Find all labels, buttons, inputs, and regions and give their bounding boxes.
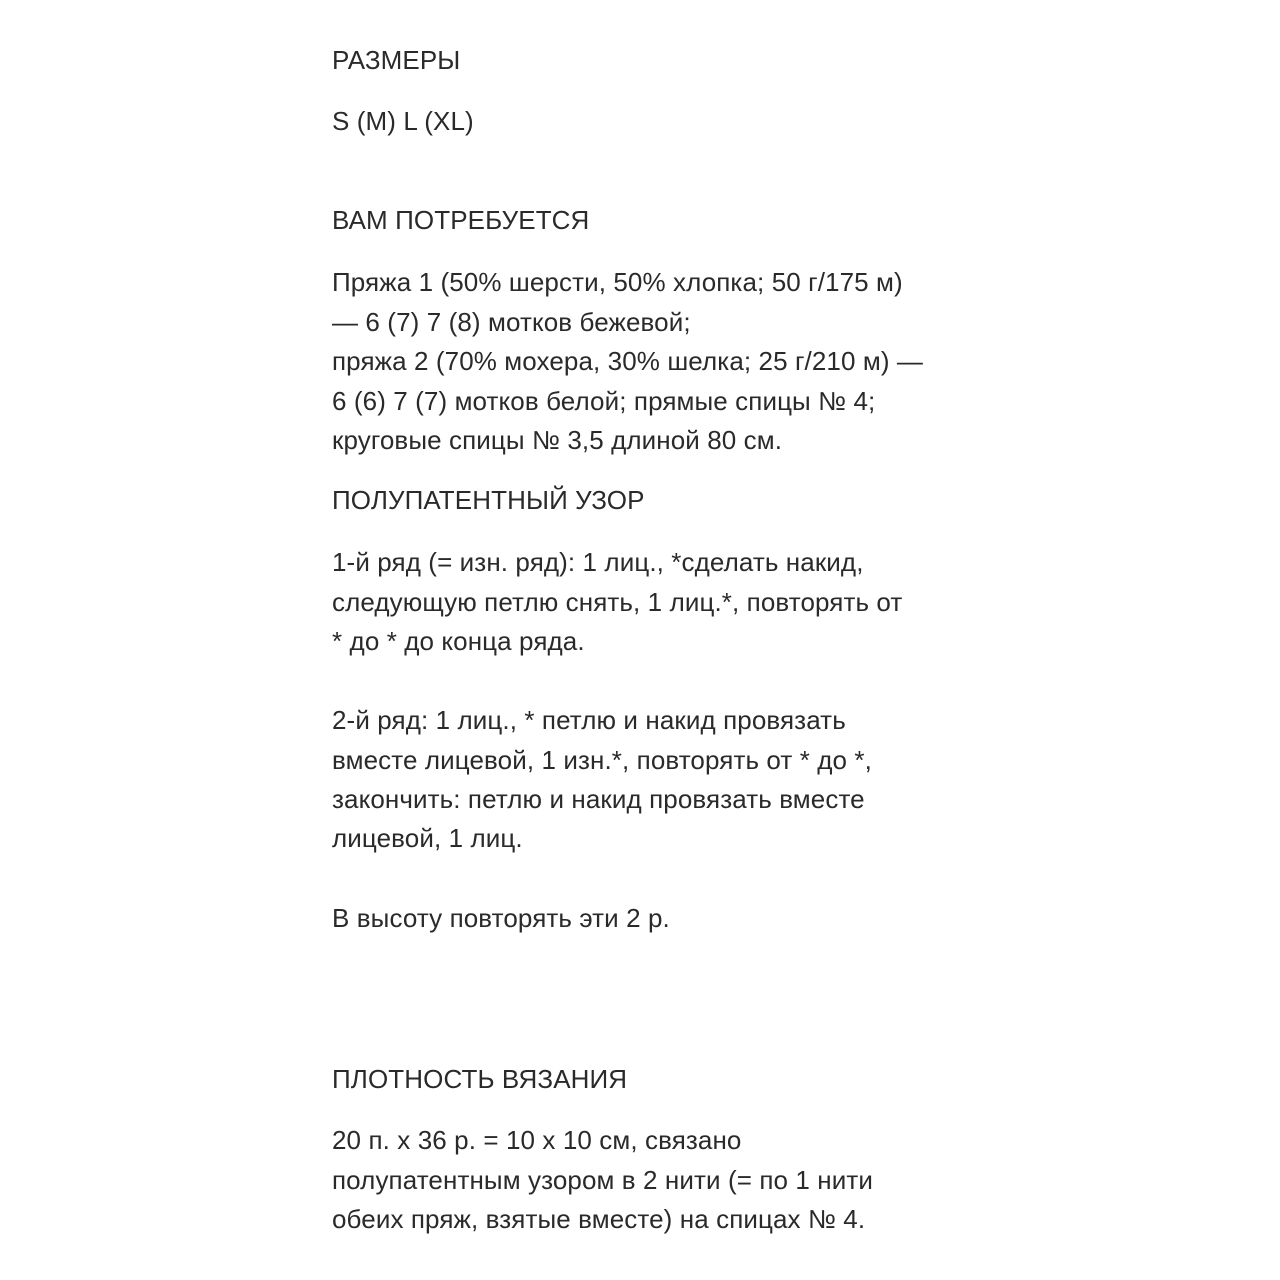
materials-line: — 6 (7) 7 (8) мотков бежевой; bbox=[332, 307, 691, 337]
gauge-heading: ПЛОТНОСТЬ ВЯЗАНИЯ bbox=[332, 1064, 628, 1094]
pattern-row2-line: закончить: петлю и накид провязать вместе bbox=[332, 784, 865, 814]
pattern-row2-line: лицевой, 1 лиц. bbox=[332, 823, 523, 853]
materials-line: 6 (6) 7 (7) мотков белой; прямые спицы № 4; bbox=[332, 386, 876, 416]
pattern-row2-line: вместе лицевой, 1 изн.*, повторять от * до *, bbox=[332, 745, 872, 775]
gauge-line: обеих пряж, взятые вместе) на спицах № 4. bbox=[332, 1204, 866, 1234]
sizes-value: S (M) L (XL) bbox=[332, 106, 474, 136]
gauge-line: 20 п. х 36 р. = 10 х 10 см, связано bbox=[332, 1125, 742, 1155]
pattern-heading: ПОЛУПАТЕНТНЫЙ УЗОР bbox=[332, 485, 645, 515]
pattern-row1-line: * до * до конца ряда. bbox=[332, 626, 585, 656]
pattern-row1-line: 1-й ряд (= изн. ряд): 1 лиц., *сделать накид, bbox=[332, 547, 864, 577]
sizes-heading: РАЗМЕРЫ bbox=[332, 45, 461, 75]
materials-line: круговые спицы № 3,5 длиной 80 см. bbox=[332, 425, 783, 455]
materials-line: пряжа 2 (70% мохера, 30% шелка; 25 г/210 м) — bbox=[332, 346, 924, 376]
materials-heading: ВАМ ПОТРЕБУЕТСЯ bbox=[332, 205, 590, 235]
materials-line: Пряжа 1 (50% шерсти, 50% хлопка; 50 г/175 м) bbox=[332, 267, 903, 297]
gauge-line: полупатентным узором в 2 нити (= по 1 нити bbox=[332, 1165, 873, 1195]
pattern-repeat: В высоту повторять эти 2 р. bbox=[332, 903, 670, 933]
pattern-row1-line: следующую петлю снять, 1 лиц.*, повторять от bbox=[332, 587, 903, 617]
pattern-row2-line: 2-й ряд: 1 лиц., * петлю и накид провязать bbox=[332, 705, 846, 735]
